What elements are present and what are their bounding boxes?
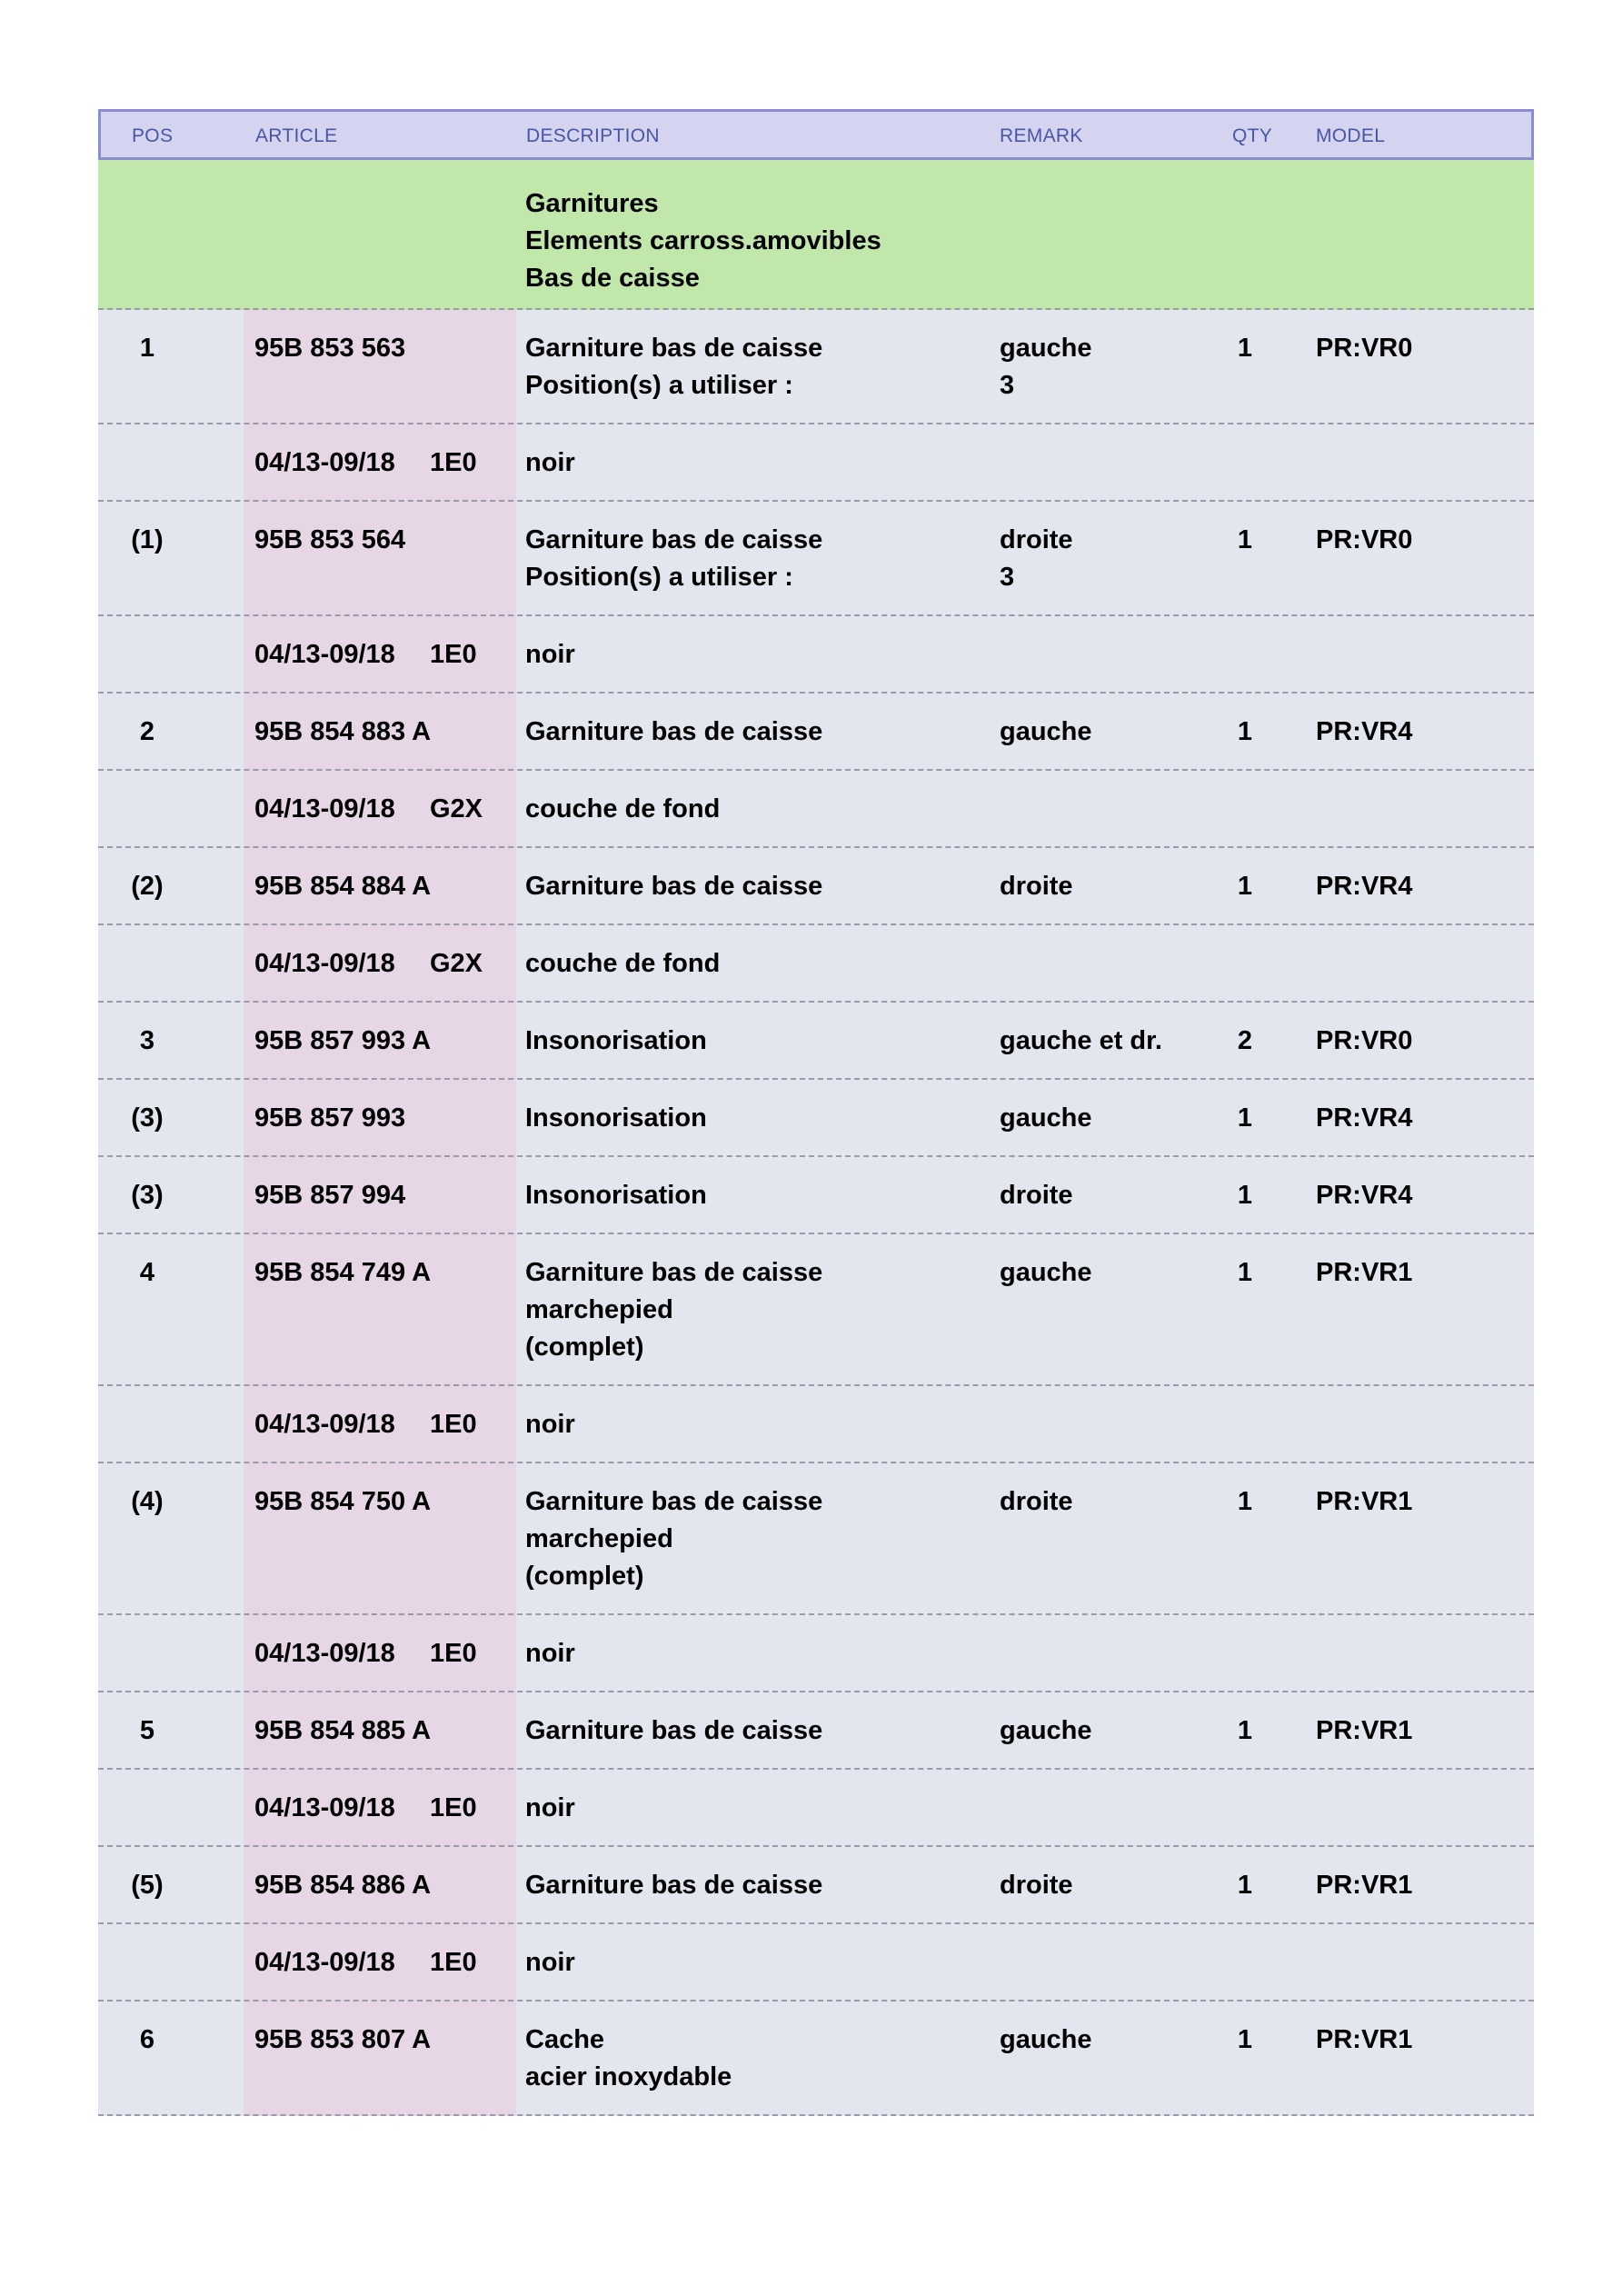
description-cell bbox=[525, 1254, 822, 1366]
table-row bbox=[98, 1463, 1534, 1615]
header-qty: QTY bbox=[1232, 125, 1273, 146]
table-row bbox=[98, 1847, 1534, 1924]
pos-cell: (4) bbox=[131, 1487, 164, 1516]
model-cell: PR:VR1 bbox=[1316, 2025, 1413, 2054]
model-cell: PR:VR0 bbox=[1316, 1026, 1413, 1055]
rows-container bbox=[98, 310, 1534, 2116]
table-subrow bbox=[98, 424, 1534, 502]
description-line: Garniture bas de caisse bbox=[525, 1258, 823, 1287]
pos-cell: 6 bbox=[139, 2025, 155, 2054]
remark-cell bbox=[1000, 1712, 1092, 1750]
pos-cell: 3 bbox=[139, 1026, 155, 1055]
header-pos: POS bbox=[132, 125, 174, 146]
description-line: Position(s) a utiliser : bbox=[525, 371, 793, 400]
description-line: Insonorisation bbox=[525, 1026, 707, 1055]
remark-line: gauche bbox=[1000, 2025, 1092, 2054]
remark-line: gauche bbox=[1000, 717, 1092, 746]
remark-cell bbox=[1000, 1254, 1092, 1292]
header-article: ARTICLE bbox=[255, 125, 338, 146]
validity-date-cell: 04/13-09/18 bbox=[254, 448, 395, 477]
table-subrow bbox=[98, 1615, 1534, 1692]
color-code-cell: G2X bbox=[430, 794, 483, 824]
article-cell: 95B 854 883 A bbox=[254, 717, 432, 746]
qty-cell: 1 bbox=[1237, 1716, 1253, 1745]
description-line: acier inoxydable bbox=[525, 2062, 732, 2091]
remark-cell bbox=[1000, 1023, 1162, 1060]
table-row bbox=[98, 1157, 1534, 1234]
qty-cell: 1 bbox=[1237, 717, 1253, 746]
remark-line: droite bbox=[1000, 872, 1073, 901]
description-cell bbox=[525, 1867, 822, 1904]
article-cell: 95B 853 564 bbox=[254, 525, 406, 554]
remark-line: droite bbox=[1000, 1487, 1073, 1516]
pos-cell: (1) bbox=[131, 525, 164, 554]
header-description: DESCRIPTION bbox=[526, 125, 660, 146]
description-line: Garniture bas de caisse bbox=[525, 1716, 823, 1745]
model-cell: PR:VR4 bbox=[1316, 872, 1413, 901]
article-cell: 95B 854 884 A bbox=[254, 872, 432, 901]
color-code-cell: 1E0 bbox=[430, 640, 477, 669]
description-line: Cache bbox=[525, 2025, 605, 2054]
remark-line: gauche bbox=[1000, 1716, 1092, 1745]
pos-cell: 5 bbox=[139, 1716, 155, 1745]
validity-date-cell: 04/13-09/18 bbox=[254, 794, 395, 824]
description-cell bbox=[525, 1100, 707, 1137]
description-cell: noir bbox=[525, 1948, 575, 1977]
table-header bbox=[98, 109, 1534, 160]
description-line: Garniture bas de caisse bbox=[525, 334, 823, 363]
article-cell: 95B 854 886 A bbox=[254, 1871, 432, 1900]
description-cell: noir bbox=[525, 1410, 575, 1439]
table-row bbox=[98, 694, 1534, 771]
description-cell bbox=[525, 330, 822, 404]
table-row bbox=[98, 2002, 1534, 2116]
description-line: Garniture bas de caisse bbox=[525, 717, 823, 746]
qty-cell: 1 bbox=[1237, 1181, 1253, 1210]
validity-date-cell: 04/13-09/18 bbox=[254, 1639, 395, 1668]
description-line: Garniture bas de caisse bbox=[525, 1871, 823, 1900]
qty-cell: 1 bbox=[1237, 2025, 1253, 2054]
remark-cell bbox=[1000, 1483, 1073, 1521]
article-cell: 95B 853 563 bbox=[254, 334, 406, 363]
table-row bbox=[98, 1692, 1534, 1770]
qty-cell: 1 bbox=[1237, 1258, 1253, 1287]
table-row bbox=[98, 310, 1534, 424]
table-row bbox=[98, 1234, 1534, 1386]
description-cell bbox=[525, 1712, 822, 1750]
pos-cell: 4 bbox=[139, 1258, 155, 1287]
remark-cell bbox=[1000, 1177, 1073, 1214]
remark-line: gauche et dr. bbox=[1000, 1026, 1162, 1055]
description-cell: noir bbox=[525, 1793, 575, 1822]
color-code-cell: 1E0 bbox=[430, 1639, 477, 1668]
validity-date-cell: 04/13-09/18 bbox=[254, 640, 395, 669]
description-line: Position(s) a utiliser : bbox=[525, 563, 793, 592]
article-cell: 95B 854 885 A bbox=[254, 1716, 432, 1745]
description-cell: noir bbox=[525, 640, 575, 669]
description-line: Garniture bas de caisse bbox=[525, 525, 823, 554]
remark-line: gauche bbox=[1000, 1103, 1092, 1133]
model-cell: PR:VR0 bbox=[1316, 334, 1413, 363]
description-line: Insonorisation bbox=[525, 1181, 707, 1210]
description-cell bbox=[525, 1023, 707, 1060]
model-cell: PR:VR1 bbox=[1316, 1258, 1413, 1287]
pos-cell: (3) bbox=[131, 1103, 164, 1133]
remark-line: 3 bbox=[1000, 371, 1015, 400]
table-subrow bbox=[98, 1386, 1534, 1463]
group-section: Bas de caisse bbox=[525, 264, 700, 293]
qty-cell: 1 bbox=[1237, 1103, 1253, 1133]
remark-line: droite bbox=[1000, 525, 1073, 554]
description-line: marchepied bbox=[525, 1295, 673, 1324]
description-cell bbox=[525, 522, 822, 596]
remark-cell bbox=[1000, 2021, 1092, 2059]
group-heading bbox=[98, 160, 1534, 310]
description-line: Garniture bas de caisse bbox=[525, 1487, 823, 1516]
description-line: marchepied bbox=[525, 1524, 673, 1553]
description-cell bbox=[525, 868, 822, 905]
table-row bbox=[98, 1080, 1534, 1157]
color-code-cell: 1E0 bbox=[430, 1793, 477, 1822]
remark-cell bbox=[1000, 714, 1092, 751]
group-subtitle: Elements carross.amovibles bbox=[525, 226, 881, 255]
table-row bbox=[98, 1003, 1534, 1080]
qty-cell: 1 bbox=[1237, 525, 1253, 554]
article-cell: 95B 857 993 A bbox=[254, 1026, 432, 1055]
table-subrow bbox=[98, 1924, 1534, 2002]
pos-cell: 1 bbox=[139, 334, 155, 363]
pos-cell: (2) bbox=[131, 872, 164, 901]
pos-cell: 2 bbox=[139, 717, 155, 746]
model-cell: PR:VR1 bbox=[1316, 1871, 1413, 1900]
pos-cell: (5) bbox=[131, 1871, 164, 1900]
description-cell: noir bbox=[525, 448, 575, 477]
model-cell: PR:VR4 bbox=[1316, 1181, 1413, 1210]
remark-line: 3 bbox=[1000, 563, 1015, 592]
pos-cell: (3) bbox=[131, 1181, 164, 1210]
description-line: (complet) bbox=[525, 1562, 644, 1591]
model-cell: PR:VR1 bbox=[1316, 1487, 1413, 1516]
remark-cell bbox=[1000, 1100, 1092, 1137]
description-cell bbox=[525, 1177, 707, 1214]
description-cell bbox=[525, 2021, 732, 2096]
header-remark: REMARK bbox=[1000, 125, 1083, 146]
description-cell bbox=[525, 1483, 822, 1595]
header-model: MODEL bbox=[1316, 125, 1386, 146]
remark-line: droite bbox=[1000, 1181, 1073, 1210]
parts-table bbox=[98, 109, 1534, 2116]
qty-cell: 2 bbox=[1237, 1026, 1253, 1055]
table-subrow bbox=[98, 771, 1534, 848]
remark-line: gauche bbox=[1000, 1258, 1092, 1287]
article-cell: 95B 853 807 A bbox=[254, 2025, 432, 2054]
description-cell: noir bbox=[525, 1639, 575, 1668]
table-subrow bbox=[98, 1770, 1534, 1847]
table-row bbox=[98, 848, 1534, 925]
model-cell: PR:VR1 bbox=[1316, 1716, 1413, 1745]
table-row bbox=[98, 502, 1534, 616]
table-subrow bbox=[98, 616, 1534, 694]
qty-cell: 1 bbox=[1237, 872, 1253, 901]
table-body bbox=[98, 160, 1534, 2116]
description-cell: couche de fond bbox=[525, 949, 721, 978]
description-line: Insonorisation bbox=[525, 1103, 707, 1133]
validity-date-cell: 04/13-09/18 bbox=[254, 1793, 395, 1822]
article-cell: 95B 854 750 A bbox=[254, 1487, 432, 1516]
remark-cell bbox=[1000, 1867, 1073, 1904]
qty-cell: 1 bbox=[1237, 1487, 1253, 1516]
validity-date-cell: 04/13-09/18 bbox=[254, 949, 395, 978]
remark-cell bbox=[1000, 868, 1073, 905]
description-line: (complet) bbox=[525, 1333, 644, 1362]
validity-date-cell: 04/13-09/18 bbox=[254, 1410, 395, 1439]
color-code-cell: G2X bbox=[430, 949, 483, 978]
remark-line: droite bbox=[1000, 1871, 1073, 1900]
description-cell bbox=[525, 714, 822, 751]
article-cell: 95B 857 993 bbox=[254, 1103, 406, 1133]
table-subrow bbox=[98, 925, 1534, 1003]
model-cell: PR:VR4 bbox=[1316, 1103, 1413, 1133]
model-cell: PR:VR4 bbox=[1316, 717, 1413, 746]
qty-cell: 1 bbox=[1237, 334, 1253, 363]
article-cell: 95B 857 994 bbox=[254, 1181, 406, 1210]
remark-cell bbox=[1000, 522, 1073, 596]
qty-cell: 1 bbox=[1237, 1871, 1253, 1900]
article-cell: 95B 854 749 A bbox=[254, 1258, 432, 1287]
remark-cell bbox=[1000, 330, 1092, 404]
color-code-cell: 1E0 bbox=[430, 1948, 477, 1977]
color-code-cell: 1E0 bbox=[430, 448, 477, 477]
color-code-cell: 1E0 bbox=[430, 1410, 477, 1439]
description-cell: couche de fond bbox=[525, 794, 721, 824]
group-title: Garnitures bbox=[525, 189, 659, 218]
description-line: Garniture bas de caisse bbox=[525, 872, 823, 901]
validity-date-cell: 04/13-09/18 bbox=[254, 1948, 395, 1977]
remark-line: gauche bbox=[1000, 334, 1092, 363]
model-cell: PR:VR0 bbox=[1316, 525, 1413, 554]
